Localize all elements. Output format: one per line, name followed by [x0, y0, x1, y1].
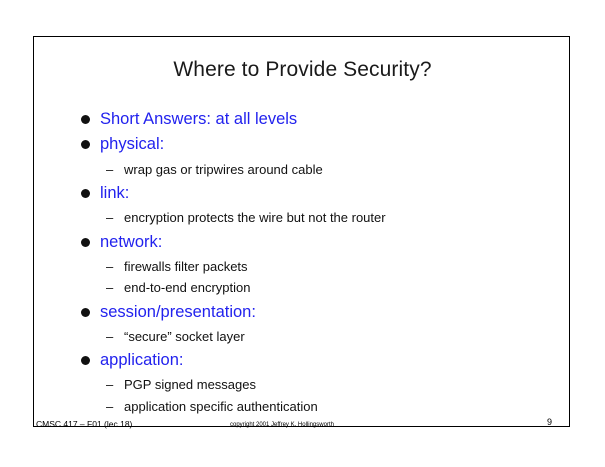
dash-marker: – [106, 259, 114, 274]
sub-item [106, 399, 318, 415]
sub-item [106, 280, 250, 296]
footer-copyright: copyright 2001 Jeffrey K. Hollingsworth [230, 422, 334, 428]
bullet-link: link: [100, 184, 130, 202]
sub-item [106, 329, 245, 345]
dash-marker: – [106, 280, 114, 295]
bullet-session-presentation: session/presentation: [100, 303, 256, 321]
sub-item-text: encryption protects the wire but not the router [124, 210, 386, 225]
bullet-dot [81, 308, 90, 317]
sub-item-text: end-to-end encryption [124, 280, 251, 295]
slide-title: Where to Provide Security? [173, 58, 432, 81]
dash-marker: – [106, 329, 114, 344]
dash-marker: – [106, 399, 114, 414]
sub-item [106, 210, 386, 226]
bullet-dot [81, 238, 90, 247]
sub-item [106, 259, 248, 275]
sub-item [106, 377, 256, 393]
bullet-dot [81, 189, 90, 198]
sub-item-text: firewalls filter packets [124, 259, 248, 274]
footer-course-label: CMSC 417 – F01 (lec 18) [36, 419, 133, 429]
dash-marker: – [106, 377, 114, 392]
sub-item [106, 162, 323, 178]
bullet-network: network: [100, 233, 163, 251]
bullet-application: application: [100, 351, 184, 369]
page-number: 9 [547, 417, 553, 427]
sub-item-text: application specific authentication [124, 399, 318, 414]
dash-marker: – [106, 210, 114, 225]
dash-marker: – [106, 162, 114, 177]
bullet-dot [81, 140, 90, 149]
bullet-short-answers: Short Answers: at all levels [100, 110, 298, 128]
bullet-dot [81, 115, 90, 124]
bullet-physical: physical: [100, 135, 165, 153]
sub-item-text: “secure” socket layer [124, 329, 245, 344]
sub-item-text: PGP signed messages [124, 377, 256, 392]
bullet-dot [81, 356, 90, 365]
sub-item-text: wrap gas or tripwires around cable [124, 162, 323, 177]
